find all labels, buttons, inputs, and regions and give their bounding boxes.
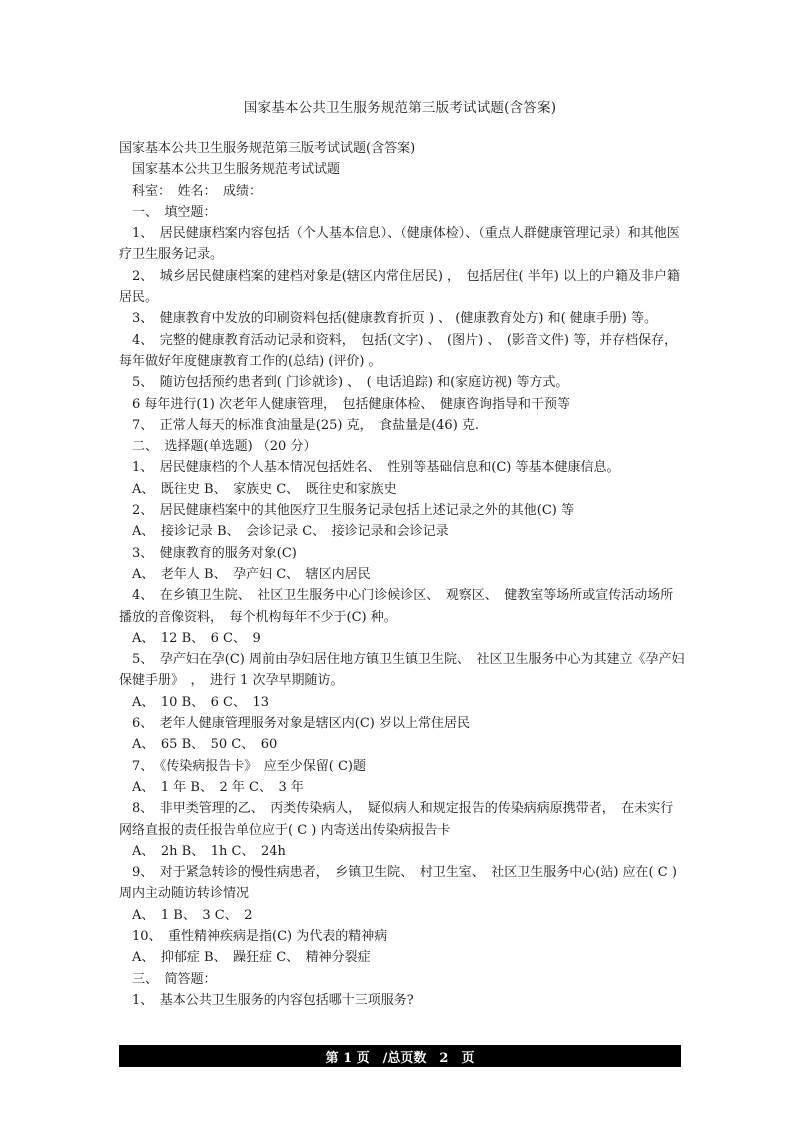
body-line: 6 每年进行(1) 次老年人健康管理， 包括健康体检、 健康咨询指导和干预等 (119, 396, 570, 412)
body-line: A、 1 B、 3 C、 2 (119, 907, 253, 923)
body-line: A、 10 B、 6 C、 13 (119, 694, 270, 710)
body-line: A、 接诊记录 B、 会诊记录 C、 接诊记录和会诊记录 (119, 524, 449, 540)
body-line: 8、 非甲类管理的乙、 丙类传染病人， 疑似病人和规定报告的传染病病原携带者， 在未实行网络直报的责任报告单位应于( C ) 内寄送出传染病报告卡 (119, 801, 674, 838)
body-line: A、 老年人 B、 孕产妇 C、 辖区内居民 (119, 566, 371, 582)
body-line: 5、 随访包括预约患者到( 门诊就诊) 、 ( 电话追踪) 和(家庭访视) 等方式。 (119, 375, 569, 391)
body-line: 1、 居民健康档案内容包括（个人基本信息）、（健康体检）、（重点人群健康管理记录）和其他医疗卫生服务记录。 (119, 226, 680, 263)
body-line: 二、 选择题(单选题) （20 分） (119, 439, 317, 455)
body-line: A、 既往史 B、 家族史 C、 既往史和家族史 (119, 481, 397, 497)
body-line: A、 12 B、 6 C、 9 (119, 630, 261, 646)
body-line: 1、 居民健康档的个人基本情况包括姓名、 性别等基础信息和(C) 等基本健康信息。 (119, 460, 620, 476)
document-title: 国家基本公共卫生服务规范第三版考试试题(含答案) (243, 100, 557, 116)
body-line: 3、 健康教育的服务对象(C) (119, 545, 297, 561)
body-line: 1、 基本公共卫生服务的内容包括哪十三项服务? (119, 992, 414, 1008)
page-number-label: 第 1 页 /总页数 2 页 (325, 1050, 475, 1066)
body-line: A、 1 年 B、 2 年 C、 3 年 (119, 779, 304, 795)
body-line: 国家基本公共卫生服务规范第三版考试试题(含答案) (119, 141, 416, 156)
body-line: 4、 完整的健康教育活动记录和资料， 包括(文字) 、 (图片) 、 (影音文件) 等，并存档保存， 每年做好年度健康教育工作的(总结) (评价) 。 (119, 332, 684, 369)
body-line: 4、 在乡镇卫生院、 社区卫生服务中心门诊候诊区、 观察区、 健教室等场所或宣传活动场所播放的音像资料， 每个机构每年不少于(C) 种。 (119, 588, 674, 625)
document-body (119, 138, 685, 1011)
body-line: 2、 居民健康档案中的其他医疗卫生服务记录包括上述记录之外的其他(C) 等 (119, 503, 574, 519)
body-line: 9、 对于紧急转诊的慢性病患者， 乡镇卫生院、 村卫生室、 社区卫生服务中心(站) 应在( C ) 周内主动随访转诊情况 (119, 865, 677, 902)
body-line: A、 2h B、 1h C、 24h (119, 843, 286, 859)
body-line: 7、 《传染病报告卡》 应至少保留( C)题 (119, 758, 366, 774)
body-line: 一、 填空题： (119, 204, 217, 220)
body-line: 5、 孕产妇在孕(C) 周前由孕妇居住地方镇卫生镇卫生院、 社区卫生服务中心为其建立《孕产妇保健手册》 ， 进行 1 次孕早期随访。 (119, 652, 685, 689)
body-line: 2、 城乡居民健康档案的建档对象是(辖区内常住居民) ， 包括居住( 半年) 以上的户籍及非户籍居民。 (119, 268, 680, 306)
body-line: A、 65 B、 50 C、 60 (119, 737, 278, 753)
body-line: 6、 老年人健康管理服务对象是辖区内(C) 岁以上常住居民 (119, 716, 470, 732)
body-line: 10、 重性精神疾病是指(C) 为代表的精神病 (119, 928, 388, 944)
body-line: 7、 正常人每天的标准食油量是(25) 克， 食盐量是(46) 克. (119, 417, 480, 433)
body-line: 三、 简答题： (119, 971, 217, 987)
page-footer (119, 1045, 681, 1067)
body-line: 科室： 姓名： 成绩： (119, 183, 263, 199)
body-line: 3、 健康教育中发放的印刷资料包括(健康教育折页 ) 、 (健康教育处方) 和( 健康手册) 等。 (119, 311, 657, 327)
body-line: A、 抑郁症 B、 躁狂症 C、 精神分裂症 (119, 950, 371, 966)
body-line: 国家基本公共卫生服务规范考试试题 (119, 162, 341, 178)
